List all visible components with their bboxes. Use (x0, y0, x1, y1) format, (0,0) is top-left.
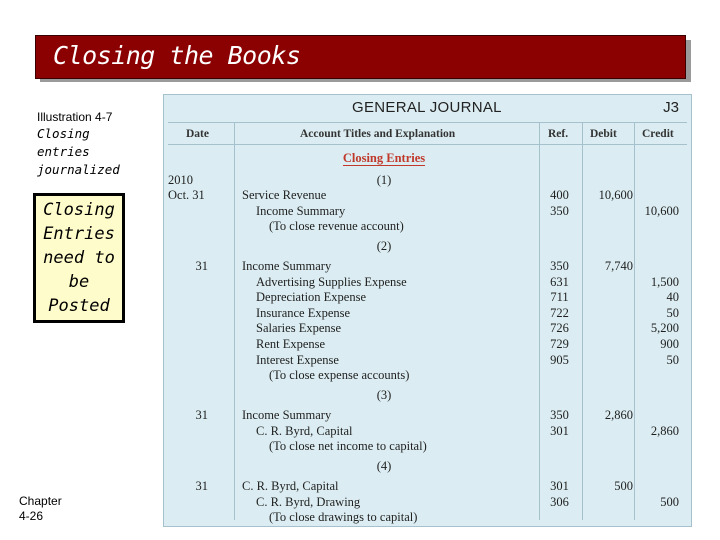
row-credit: 500 (660, 495, 679, 509)
row-account: Insurance Expense (256, 306, 351, 320)
row-date: 31 (195, 259, 208, 273)
row-debit: 2,860 (604, 408, 633, 422)
journal-row (164, 479, 691, 494)
chapter-label-block (19, 494, 62, 524)
row-account: Interest Expense (256, 353, 339, 367)
row-debit: 500 (614, 479, 633, 493)
row-date: 2010 (168, 173, 193, 187)
journal-row (164, 510, 691, 525)
row-ref: 722 (550, 306, 569, 320)
illustration-caption (37, 125, 147, 179)
row-account: (To close drawings to capital) (269, 510, 418, 524)
row-ref: 350 (550, 408, 569, 422)
row-date: Oct. 31 (168, 188, 205, 202)
journal-row (164, 321, 691, 336)
journal-row (164, 353, 691, 368)
row-account: (To close revenue account) (269, 219, 404, 233)
section-label (234, 151, 534, 166)
section-label-text: Closing Entries (342, 151, 426, 165)
chapter-number: 4-26 (19, 509, 44, 523)
journal-row (164, 337, 691, 352)
row-credit: 50 (666, 306, 679, 320)
journal-row (164, 306, 691, 321)
chapter-label: Chapter (19, 494, 62, 508)
row-account: C. R. Byrd, Capital (256, 424, 353, 438)
journal-row (164, 408, 691, 423)
header-ref: Ref. (548, 128, 569, 140)
posting-callout: Closing Entries need to be Posted (33, 193, 125, 323)
row-account: Advertising Supplies Expense (256, 275, 407, 289)
row-account: (2) (376, 239, 392, 253)
row-credit: 50 (666, 353, 679, 367)
row-account: Income Summary (242, 259, 332, 273)
journal-row (164, 219, 691, 234)
header-bottom-rule (168, 144, 687, 145)
journal-row (164, 188, 691, 203)
journal-page-number: J3 (663, 99, 679, 116)
row-ref: 726 (550, 321, 569, 335)
header-top-rule (168, 122, 687, 123)
row-ref: 350 (550, 259, 569, 273)
journal-row (164, 275, 691, 290)
journal-row (164, 368, 691, 383)
journal-row (164, 424, 691, 439)
row-ref: 905 (550, 353, 569, 367)
row-account: Income Summary (256, 204, 346, 218)
row-debit: 10,600 (598, 188, 633, 202)
illustration-number: Illustration 4-7 (37, 110, 113, 124)
row-account: (1) (376, 173, 392, 187)
row-ref: 729 (550, 337, 569, 351)
journal-row (164, 459, 691, 474)
header-date: Date (186, 128, 209, 140)
row-credit: 2,860 (650, 424, 679, 438)
row-account: (4) (376, 459, 392, 473)
row-account: (To close expense accounts) (269, 368, 410, 382)
slide-title: Closing the Books (53, 41, 301, 70)
illustration-caption-line1: Closing entries (37, 126, 90, 159)
row-account: (To close net income to capital) (269, 439, 427, 453)
row-ref: 631 (550, 275, 569, 289)
journal-row (164, 439, 691, 454)
journal-title: GENERAL JOURNAL (352, 99, 502, 116)
general-journal (163, 94, 692, 527)
row-ref: 301 (550, 479, 569, 493)
row-credit: 900 (660, 337, 679, 351)
row-ref: 400 (550, 188, 569, 202)
title-bar (35, 35, 686, 79)
header-debit: Debit (590, 128, 617, 140)
row-account: Income Summary (242, 408, 332, 422)
row-account: Rent Expense (256, 337, 326, 351)
row-account: Salaries Expense (256, 321, 342, 335)
journal-row (164, 495, 691, 510)
header-account: Account Titles and Explanation (300, 128, 456, 140)
row-date: 31 (195, 479, 208, 493)
row-account: C. R. Byrd, Drawing (256, 495, 361, 509)
journal-row (164, 290, 691, 305)
journal-row (164, 388, 691, 403)
row-credit: 1,500 (650, 275, 679, 289)
row-credit: 5,200 (650, 321, 679, 335)
row-account: C. R. Byrd, Capital (242, 479, 339, 493)
row-credit: 10,600 (644, 204, 679, 218)
row-ref: 301 (550, 424, 569, 438)
journal-row (164, 239, 691, 254)
row-date: 31 (195, 408, 208, 422)
row-ref: 711 (550, 290, 569, 304)
illustration-caption-line2: journalized (37, 162, 120, 177)
journal-row (164, 173, 691, 188)
row-ref: 350 (550, 204, 569, 218)
journal-row (164, 259, 691, 274)
row-debit: 7,740 (604, 259, 633, 273)
journal-row (164, 204, 691, 219)
row-account: Depreciation Expense (256, 290, 367, 304)
row-account: (3) (376, 388, 392, 402)
row-credit: 40 (666, 290, 679, 304)
row-account: Service Revenue (242, 188, 327, 202)
row-ref: 306 (550, 495, 569, 509)
header-credit: Credit (642, 128, 674, 140)
